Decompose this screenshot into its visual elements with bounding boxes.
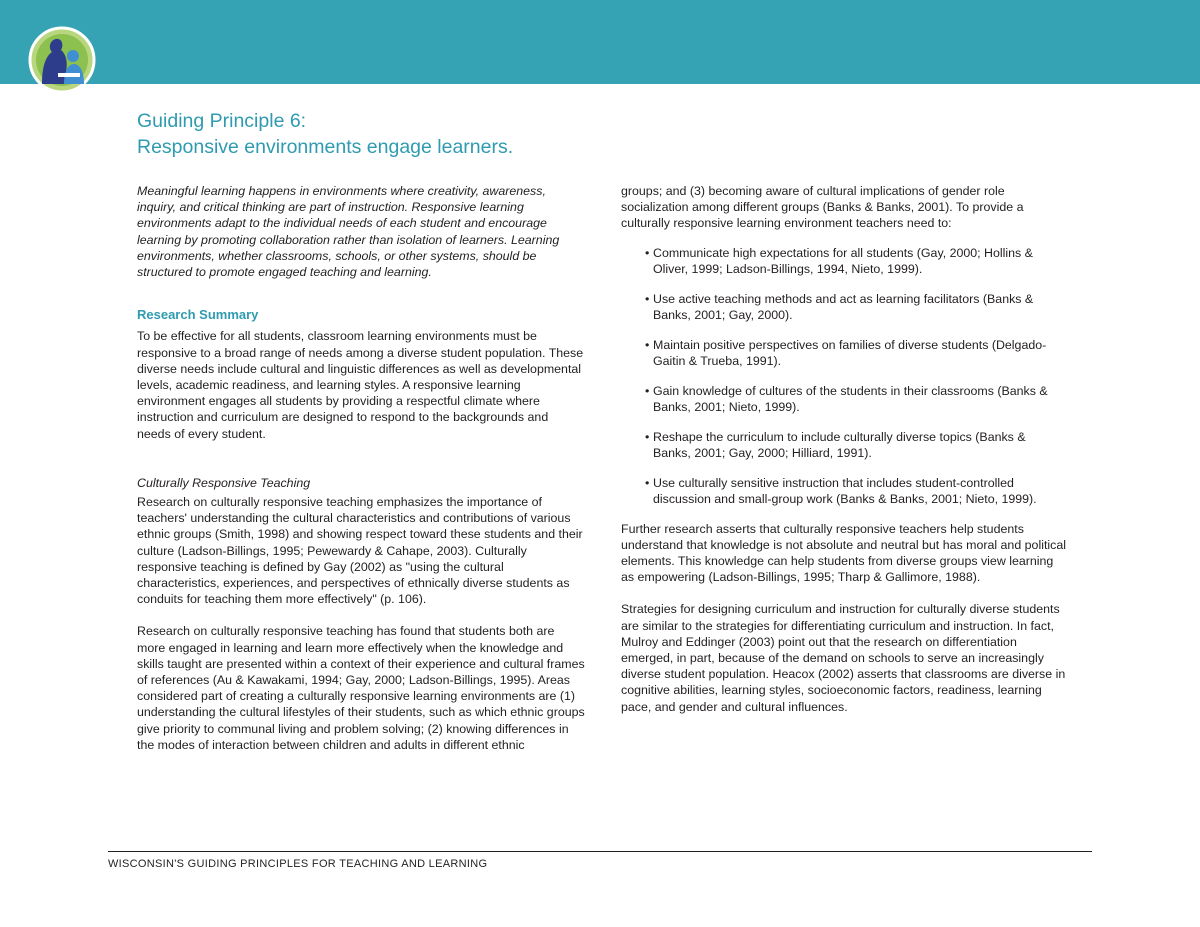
crt-paragraph-2: Research on culturally responsive teaching has found that students both are more engaged in learning and learn more effectively when the knowledge and skills taught are presented within a context of their experience and cultural frames of references (Au & Kawakami, 1994; Gay, 2000; Ladson-Billings, 1995). Areas considered part of creating a culturally responsive learning environments are (1) understanding the cultural lifestyles of their students, such as which ethnic groups give priority to communal living and problem solving; (2) knowing differences in the modes of interaction between children and adults in different ethnic xyxy=(137,624,585,752)
bullet-marker: • xyxy=(645,337,650,352)
list-item xyxy=(645,383,1066,415)
list-item xyxy=(645,245,1066,277)
intro-paragraph: Meaningful learning happens in environments where creativity, awareness, inquiry, and critical thinking are part of instruction. Responsive learning environments adapt to the individual needs of each student and encourage learning by promoting collaboration rather than isolation of learners. Learning environments, whether classrooms, schools, or other systems, should be structured to promote engaged teaching and learning. xyxy=(137,184,560,280)
continuation-paragraph: groups; and (3) becoming aware of cultural implications of gender role socialization among different groups (Banks & Banks, 2001). To provide a culturally responsive learning environment teachers need to: xyxy=(621,184,1024,231)
strategies-paragraph: Strategies for designing curriculum and instruction for culturally diverse students are similar to the strategies for differentiating curriculum and instruction. In fact, Mulroy and Eddinger (2003) point out that the research on differentiation emerged, in part, because of the demand on schools to serve an increasingly diverse student population. Heacox (2002) asserts that classrooms are diverse in cognitive abilities, learning styles, socioeconomic factors, readiness, learning pace, and gender and cultural influences. xyxy=(621,602,1066,714)
list-item-text: Maintain positive perspectives on families of diverse students (Delgado-Gaitin & Trueba, 1991). xyxy=(653,337,1047,368)
heading-principle-title: Responsive environments engage learners. xyxy=(137,136,514,158)
list-item-text: Gain knowledge of cultures of the students in their classrooms (Banks & Banks, 2001; Nieto, 1999). xyxy=(653,383,1048,414)
teacher-needs-list xyxy=(621,245,1066,507)
list-item xyxy=(645,475,1066,507)
list-item-text: Reshape the curriculum to include culturally diverse topics (Banks & Banks, 2001; Gay, 2000; Hilliard, 1991). xyxy=(653,429,1026,460)
list-item xyxy=(645,429,1066,461)
heading-principle-number: Guiding Principle 6: xyxy=(137,110,307,132)
list-item-text: Communicate high expectations for all students (Gay, 2000; Hollins & Oliver, 1999; Ladson-Billings, 1994, Nieto, 1999). xyxy=(653,245,1033,276)
crt-paragraph-1: Research on culturally responsive teaching emphasizes the importance of teachers' understanding the cultural characteristics and contributions of various ethnic groups (Smith, 1998) and showing respect toward these students and their culture (Ladson-Billings, 1995; Pewewardy & Cahape, 2003). Culturally responsive teaching is defined by Gay (2002) as "using the cultural characteristics, experiences, and perspectives of ethnically diverse students as conduits for teaching them more effectively" (p. 106). xyxy=(137,495,583,607)
header-banner xyxy=(0,0,1200,84)
footer-title: WISCONSIN'S GUIDING PRINCIPLES FOR TEACHING AND LEARNING xyxy=(108,858,488,870)
bullet-marker: • xyxy=(645,383,650,398)
left-column xyxy=(137,183,585,753)
bullet-marker: • xyxy=(645,291,650,306)
culturally-responsive-teaching-heading: Culturally Responsive Teaching xyxy=(137,475,311,490)
list-item-text: Use culturally sensitive instruction that includes student-controlled discussion and small-group work (Banks & Banks, 2001; Nieto, 1999). xyxy=(653,475,1037,506)
footer-divider xyxy=(108,851,1092,852)
list-item xyxy=(645,291,1066,323)
research-summary-paragraph: To be effective for all students, classroom learning environments must be responsive to a broad range of needs among a diverse student population. These diverse needs include cultural and linguistic differences as well as developmental levels, academic readiness, and learning styles. A responsive learning environment engages all students by providing a respectful climate where instruction and curriculum are designed to respond to the backgrounds and needs of every student. xyxy=(137,329,584,441)
further-research-paragraph: Further research asserts that culturally responsive teachers help students understand that knowledge is not absolute and neutral but has moral and political elements. This knowledge can help students from diverse groups view learning as empowering (Ladson-Billings, 1995; Tharp & Gallimore, 1988). xyxy=(621,521,1066,585)
research-summary-heading: Research Summary xyxy=(137,307,259,323)
teacher-student-logo-icon xyxy=(28,26,96,94)
bullet-marker: • xyxy=(645,475,650,490)
page-heading xyxy=(137,108,637,160)
right-column xyxy=(621,183,1066,715)
list-item-text: Use active teaching methods and act as learning facilitators (Banks & Banks, 2001; Gay, 2000). xyxy=(653,291,1034,322)
bullet-marker: • xyxy=(645,245,650,260)
bullet-marker: • xyxy=(645,429,650,444)
list-item xyxy=(645,337,1066,369)
